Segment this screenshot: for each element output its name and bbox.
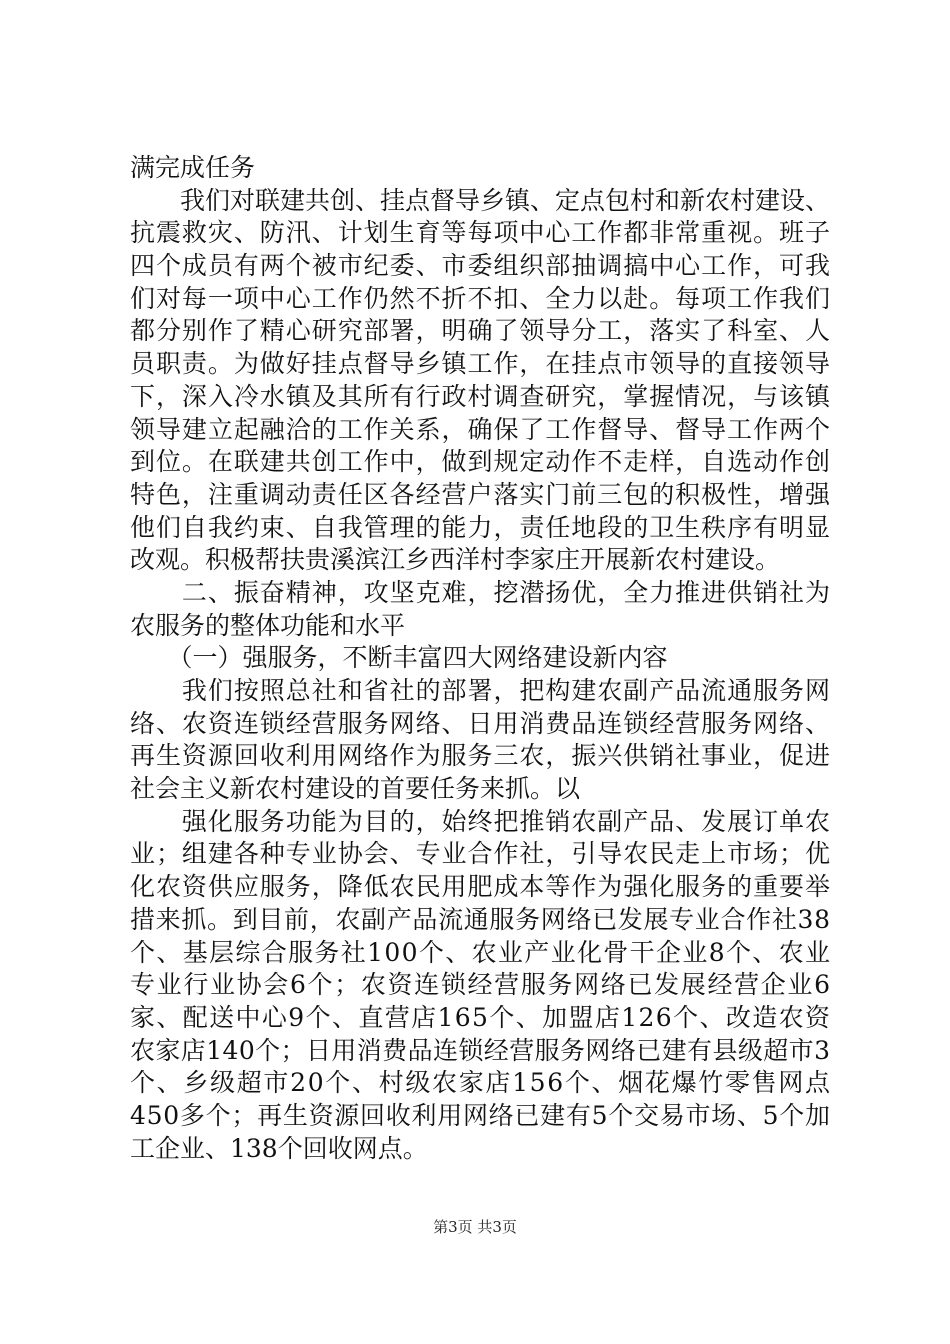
text-line: 员职责。为做好挂点督导乡镇工作，在挂点市领导的直接领导 [130, 349, 831, 379]
text-line: 到位。在联建共创工作中，做到规定动作不走样，自选动作创 [130, 447, 831, 477]
text-line: 特色，注重调动责任区各经营户落实门前三包的积极性，增强 [130, 479, 831, 509]
text-line: 我们按照总社和省社的部署，把构建农副产品流通服务网 [130, 676, 831, 705]
text-line: 再生资源回收利用网络作为服务三农，振兴供销社事业，促进 [130, 741, 831, 771]
text-line: 他们自我约束、自我管理的能力，责任地段的卫生秩序有明显 [130, 512, 831, 542]
text-line: 下，深入冷水镇及其所有行政村调查研究，掌握情况，与该镇 [130, 381, 831, 411]
page-footer: 第3页 共3页 [433, 1218, 517, 1236]
text-line: 络、农资连锁经营服务网络、日用消费品连锁经营服务网络、 [130, 708, 831, 738]
text-line: 450多个；再生资源回收利用网络已建有5个交易市场、5个加 [130, 1100, 831, 1130]
text-line: 专业行业协会6个；农资连锁经营服务网络已发展经营企业6 [130, 970, 832, 1000]
text-line: 个、基层综合服务社100个、农业产业化骨干企业8个、农业 [130, 937, 832, 967]
text-line: 都分别作了精心研究部署，明确了领导分工，落实了科室、人 [130, 316, 831, 346]
text-line: 强化服务功能为目的，始终把推销农副产品、发展订单农 [130, 806, 831, 836]
text-line: 二、振奋精神，攻坚克难，挖潜扬优，全力推进供销社为 [130, 577, 831, 607]
text-line: 我们对联建共创、挂点督导乡镇、定点包村和新农村建设、 [130, 185, 830, 215]
text-line: 领导建立起融洽的工作关系，确保了工作督导、督导工作两个 [130, 414, 831, 444]
document-body [130, 152, 830, 1165]
text-line: 改观。积极帮扶贵溪滨江乡西洋村李家庄开展新农村建设。 [130, 545, 781, 575]
text-line: 措来抓。到目前，农副产品流通服务网络已发展专业合作社38 [130, 904, 831, 934]
text-line: 化农资供应服务，降低农民用肥成本等作为强化服务的重要举 [130, 872, 831, 902]
text-line: 满完成任务 [130, 153, 256, 182]
text-line: 家、配送中心9个、直营店165个、加盟店126个、改造农资 [130, 1002, 832, 1032]
text-line: 们对每一项中心工作仍然不折不扣、全力以赴。每项工作我们 [130, 283, 831, 313]
text-line: 农服务的整体功能和水平 [130, 610, 406, 640]
text-line: 四个成员有两个被市纪委、市委组织部抽调搞中心工作，可我 [130, 251, 831, 281]
text-line: 业；组建各种专业协会、专业合作社，引导农民走上市场；优 [130, 839, 831, 869]
text-line: 个、乡级超市20个、村级农家店156个、烟花爆竹零售网点 [130, 1068, 832, 1098]
text-line: 抗震救灾、防汛、计划生育等每项中心工作都非常重视。班子 [130, 218, 831, 248]
text-line: （一）强服务，不断丰富四大网络建设新内容 [130, 643, 668, 673]
text-line: 农家店140个；日用消费品连锁经营服务网络已建有县级超市3 [130, 1035, 831, 1065]
text-line: 工企业、138个回收网点。 [130, 1133, 428, 1163]
text-line: 社会主义新农村建设的首要任务来抓。以 [130, 774, 581, 804]
